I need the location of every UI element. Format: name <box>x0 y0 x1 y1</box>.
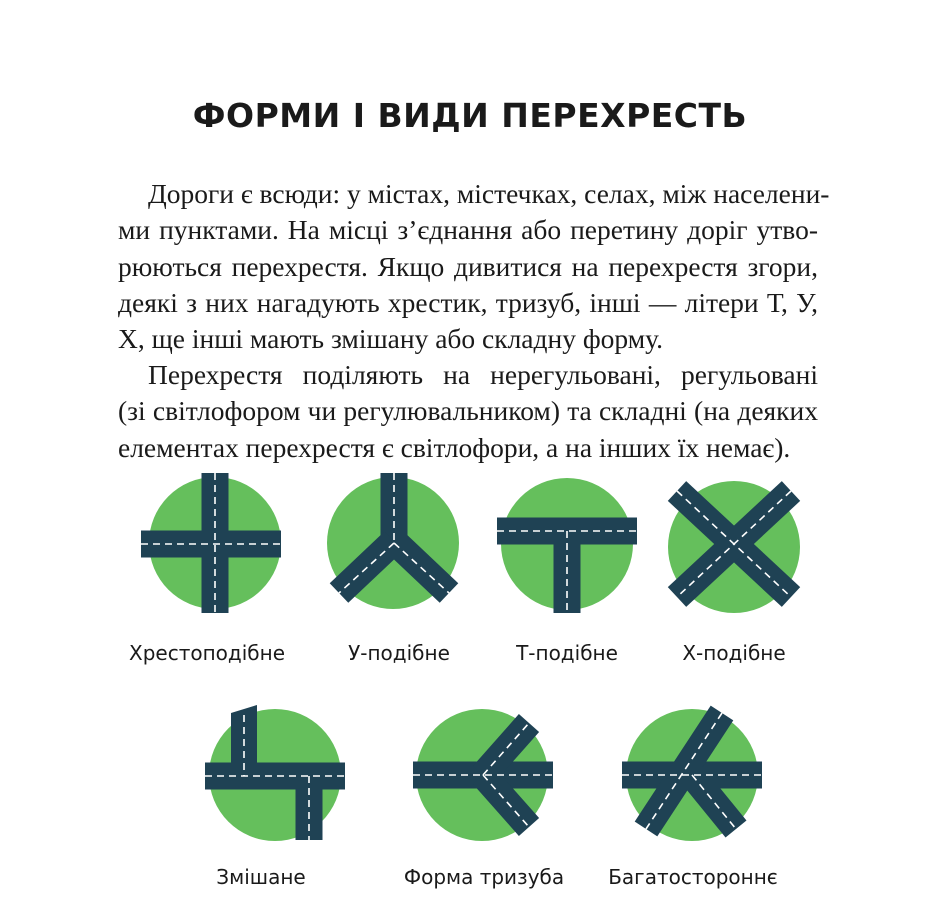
text-line: деякі з них нагадують хрестик, тризуб, інші — літери Т, У, <box>118 286 818 318</box>
caption-cross: Хрестоподібне <box>129 641 285 665</box>
classification-paragraph <box>118 357 818 466</box>
t-intersection-icon <box>497 473 637 613</box>
caption-trident: Форма тризуба <box>403 865 565 889</box>
mixed-intersection-icon <box>205 705 345 845</box>
text-line: Дороги є всюди: у містах, містечках, селах, між населени- <box>148 178 830 209</box>
text-line: елементах перехрестя є світлофори, а на інших їх немає). <box>118 431 791 463</box>
text-line: Перехрестя поділяють на нерегульовані, регульовані <box>148 359 818 390</box>
caption-multiway: Багатостороннє <box>608 865 778 889</box>
x-intersection-icon <box>667 473 807 613</box>
trident-intersection-icon <box>413 705 553 845</box>
y-intersection-icon <box>327 473 467 613</box>
text-line: рюються перехрестя. Якщо дивитися на перехрестя згори, <box>118 250 818 282</box>
multiway-intersection-icon <box>622 705 762 845</box>
page-title: ФОРМИ І ВИДИ ПЕРЕХРЕСТЬ <box>192 96 748 135</box>
caption-mixed: Змішане <box>216 865 306 889</box>
intro-paragraph <box>118 176 830 357</box>
text-line: (зі світлофором чи регулювальником) та складні (на деяких <box>118 395 818 427</box>
caption-y: У-подібне <box>348 641 450 665</box>
caption-x: Х-подібне <box>682 641 786 665</box>
text-line: ми пунктами. На місці з’єднання або перетину доріг утво- <box>118 214 818 246</box>
text-line: Х, ще інші мають змішану або складну форму. <box>118 323 664 355</box>
caption-t: Т-подібне <box>516 641 618 665</box>
cross-intersection-icon <box>141 473 281 613</box>
